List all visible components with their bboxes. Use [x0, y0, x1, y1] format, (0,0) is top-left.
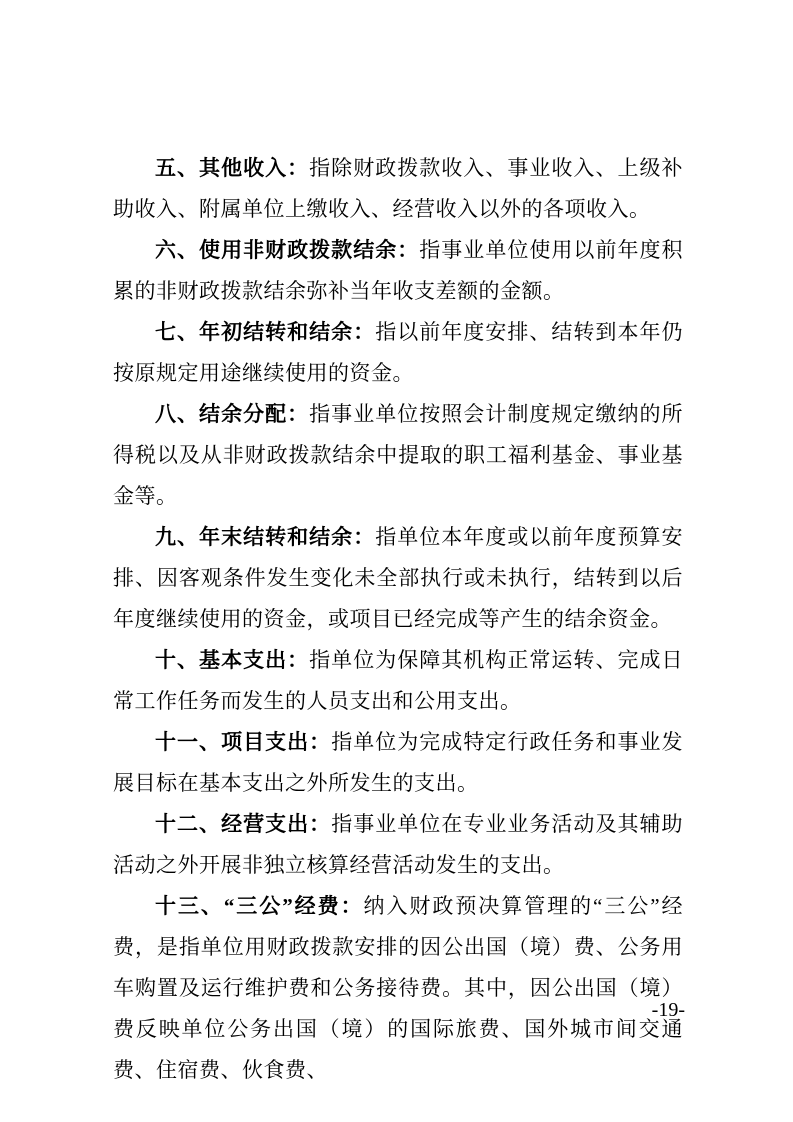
term-label: 九、年末结转和结余： — [155, 525, 376, 549]
definition-paragraph — [113, 640, 683, 722]
definition-paragraph — [113, 886, 683, 1091]
term-label: 七、年初结转和结余： — [155, 320, 376, 344]
term-label: 十二、经营支出： — [155, 812, 332, 836]
term-definition: 指单位为保障其机构正常运转、完成日常工作任务而发生的人员支出和公用支出。 — [113, 648, 684, 713]
term-label: 八、结余分配： — [155, 402, 310, 426]
term-definition: 指除财政拨款收入、事业收入、上级补助收入、附属单位上缴收入、经营收入以外的各项收入。 — [113, 156, 684, 221]
definition-paragraph — [113, 230, 683, 312]
page-number: -19- — [651, 999, 685, 1021]
definition-paragraph — [113, 312, 683, 394]
document-body — [113, 148, 683, 1091]
term-label: 五、其他收入： — [155, 156, 310, 180]
definition-paragraph — [113, 804, 683, 886]
term-label: 六、使用非财政拨款结余： — [155, 238, 420, 262]
term-definition: 指以前年度安排、结转到本年仍按原规定用途继续使用的资金。 — [113, 320, 684, 385]
term-definition: 指单位为完成特定行政任务和事业发展目标在基本支出之外所发生的支出。 — [113, 730, 684, 795]
term-definition: 指单位本年度或以前年度预算安排、因客观条件发生变化未全部执行或未执行，结转到以后年度继续使用的资金，或项目已经完成等产生的结余资金。 — [113, 525, 684, 631]
term-definition: 指事业单位按照会计制度规定缴纳的所得税以及从非财政拨款结余中提取的职工福利基金、事业基金等。 — [113, 402, 684, 508]
term-label: 十、基本支出： — [155, 648, 310, 672]
definition-paragraph — [113, 517, 683, 640]
definition-paragraph — [113, 722, 683, 804]
term-definition: 指事业单位使用以前年度积累的非财政拨款结余弥补当年收支差额的金额。 — [113, 238, 684, 303]
term-definition: 指事业单位在专业业务活动及其辅助活动之外开展非独立核算经营活动发生的支出。 — [113, 812, 684, 877]
term-label: 十三、“三公”经费： — [155, 894, 364, 918]
term-definition: 纳入财政预决算管理的“三公”经费，是指单位用财政拨款安排的因公出国（境）费、公务用车购置及运行维护费和公务接待费。其中，因公出国（境）费反映单位公务出国（境）的国际旅费、国外城市间交通费、住宿费、伙食费、 — [113, 894, 684, 1082]
definition-paragraph — [113, 148, 683, 230]
definition-paragraph — [113, 394, 683, 517]
term-label: 十一、项目支出： — [155, 730, 332, 754]
